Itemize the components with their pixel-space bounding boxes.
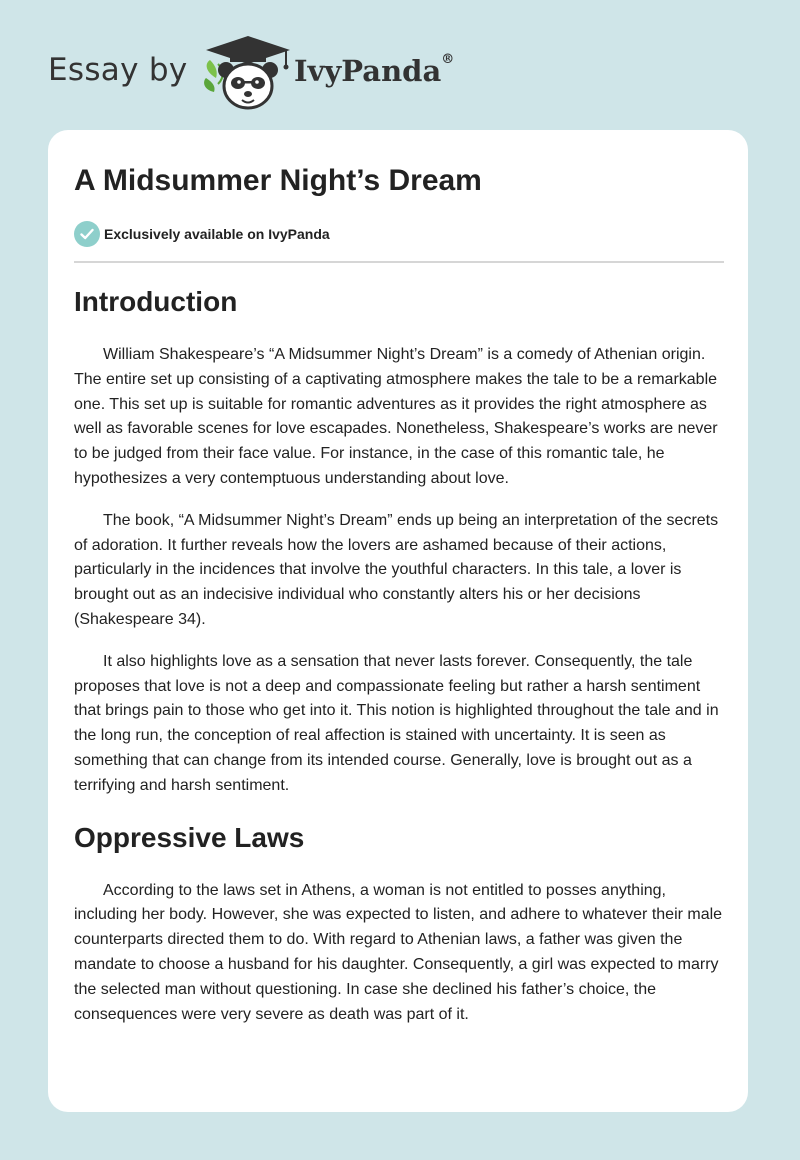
check-circle-icon	[74, 221, 100, 247]
paragraph: William Shakespeare’s “A Midsummer Night’s Dream” is a comedy of Athenian origin. The entire set up consisting of a captivating atmosphere makes the tale to be a remarkable one. This set up is suitable for romantic adventures as it provides the right atmosphere as well as favorable scenes for love escapades. Nonetheless, Shakespeare’s works are never to be judged from their face value. For instance, in the case of this romantic tale, he hypothesizes a very contemptuous understanding about love.	[74, 346, 718, 487]
panda-logo-icon	[200, 34, 296, 112]
divider	[74, 261, 724, 263]
badge-text: Exclusively available on IvyPanda	[104, 226, 330, 242]
section-heading-introduction: Introduction	[74, 286, 238, 317]
brand-prefix: Essay by	[48, 52, 188, 88]
paragraph: The book, “A Midsummer Night’s Dream” ends up being an interpretation of the secrets of adoration. It further reveals how the lovers are ashamed because of their actions, particularly in the incidences that involve the youthful characters. In this tale, a lover is brought out as an indecisive individual who constantly alters his or her decisions (Shakespeare 34).	[74, 511, 719, 628]
essay-content	[74, 280, 724, 1027]
exclusive-badge	[74, 221, 330, 247]
brand-name: IvyPanda®	[294, 52, 455, 88]
brand-header	[48, 34, 468, 114]
paragraph: It also highlights love as a sensation that never lasts forever. Consequently, the tale proposes that love is not a deep and compassionate feeling but rather a harsh sentiment that brings pain to those who get into it. This notion is highlighted throughout the tale and in the long run, the conception of real affection is stained with uncertainty. It is seen as something that can change from its intended course. Generally, love is brought out as a terrifying and harsh sentiment.	[74, 652, 719, 794]
essay-card	[48, 130, 748, 1112]
section-heading-oppressive-laws: Oppressive Laws	[74, 821, 305, 853]
paragraph: According to the laws set in Athens, a woman is not entitled to posses anything, including her body. However, she was expected to listen, and adhere to whatever their male counterparts directed them to do. With regard to Athenian laws, a father was given the mandate to choose a husband for his daughter. Consequently, a girl was expected to marry the selected man without questioning. In case she declined his father’s choice, the consequences were very severe as death was part of it.	[74, 881, 723, 1023]
page-title: A Midsummer Night’s Dream	[74, 164, 482, 197]
